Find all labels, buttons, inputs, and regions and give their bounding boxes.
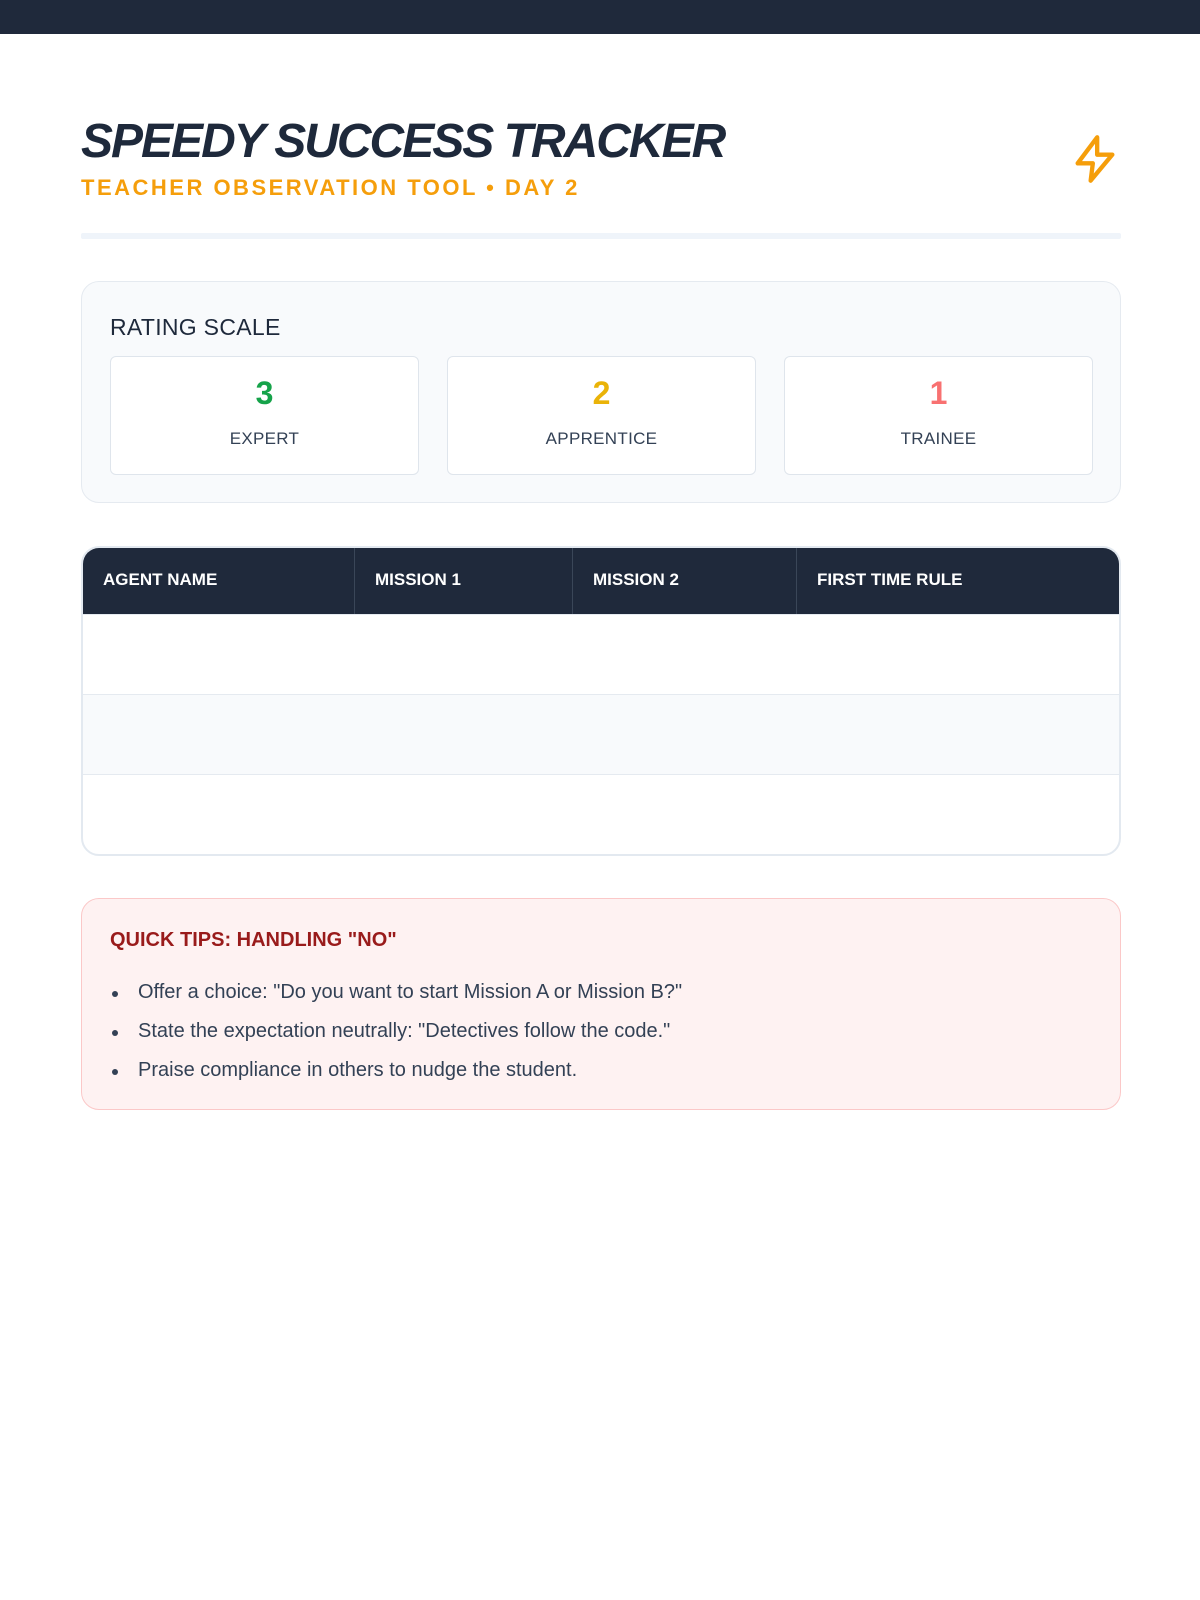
column-header-agent-name: AGENT NAME xyxy=(83,548,355,614)
top-bar xyxy=(0,0,1200,34)
column-header-first-time-rule: FIRST TIME RULE xyxy=(817,570,963,589)
table-header xyxy=(83,548,1119,614)
scale-value: 1 xyxy=(929,375,948,411)
scale-item-trainee xyxy=(784,356,1093,475)
quick-tips-list xyxy=(110,973,682,1090)
quick-tips-card xyxy=(81,898,1121,1110)
scale-label: EXPERT xyxy=(229,429,300,448)
rating-scale-card xyxy=(81,281,1121,503)
table-row[interactable] xyxy=(83,694,1119,774)
header-divider xyxy=(81,233,1121,239)
column-header-mission-2: MISSION 2 xyxy=(573,548,797,614)
tip-item: Praise compliance in others to nudge the student. xyxy=(110,1051,682,1090)
tip-item: State the expectation neutrally: "Detectives follow the code." xyxy=(110,1012,682,1051)
scale-value: 3 xyxy=(255,375,274,411)
observation-table xyxy=(81,546,1121,856)
scale-item-apprentice xyxy=(447,356,756,475)
scale-label: TRAINEE xyxy=(900,429,977,448)
lightning-bolt-icon xyxy=(1069,132,1121,186)
page-title: SPEEDY SUCCESS TRACKER xyxy=(81,115,725,168)
rating-scale-title: RATING SCALE xyxy=(110,314,281,340)
page-header xyxy=(81,112,1121,242)
scale-label: APPRENTICE xyxy=(545,429,658,448)
quick-tips-title: QUICK TIPS: HANDLING "NO" xyxy=(110,929,397,951)
table-row[interactable] xyxy=(83,614,1119,694)
scale-item-expert xyxy=(110,356,419,475)
table-row[interactable] xyxy=(83,774,1119,854)
tip-item: Offer a choice: "Do you want to start Mission A or Mission B?" xyxy=(110,973,682,1012)
page-subtitle: TEACHER OBSERVATION TOOL • DAY 2 xyxy=(81,175,580,200)
scale-value: 2 xyxy=(592,375,611,411)
column-header-mission-1: MISSION 1 xyxy=(355,548,573,614)
